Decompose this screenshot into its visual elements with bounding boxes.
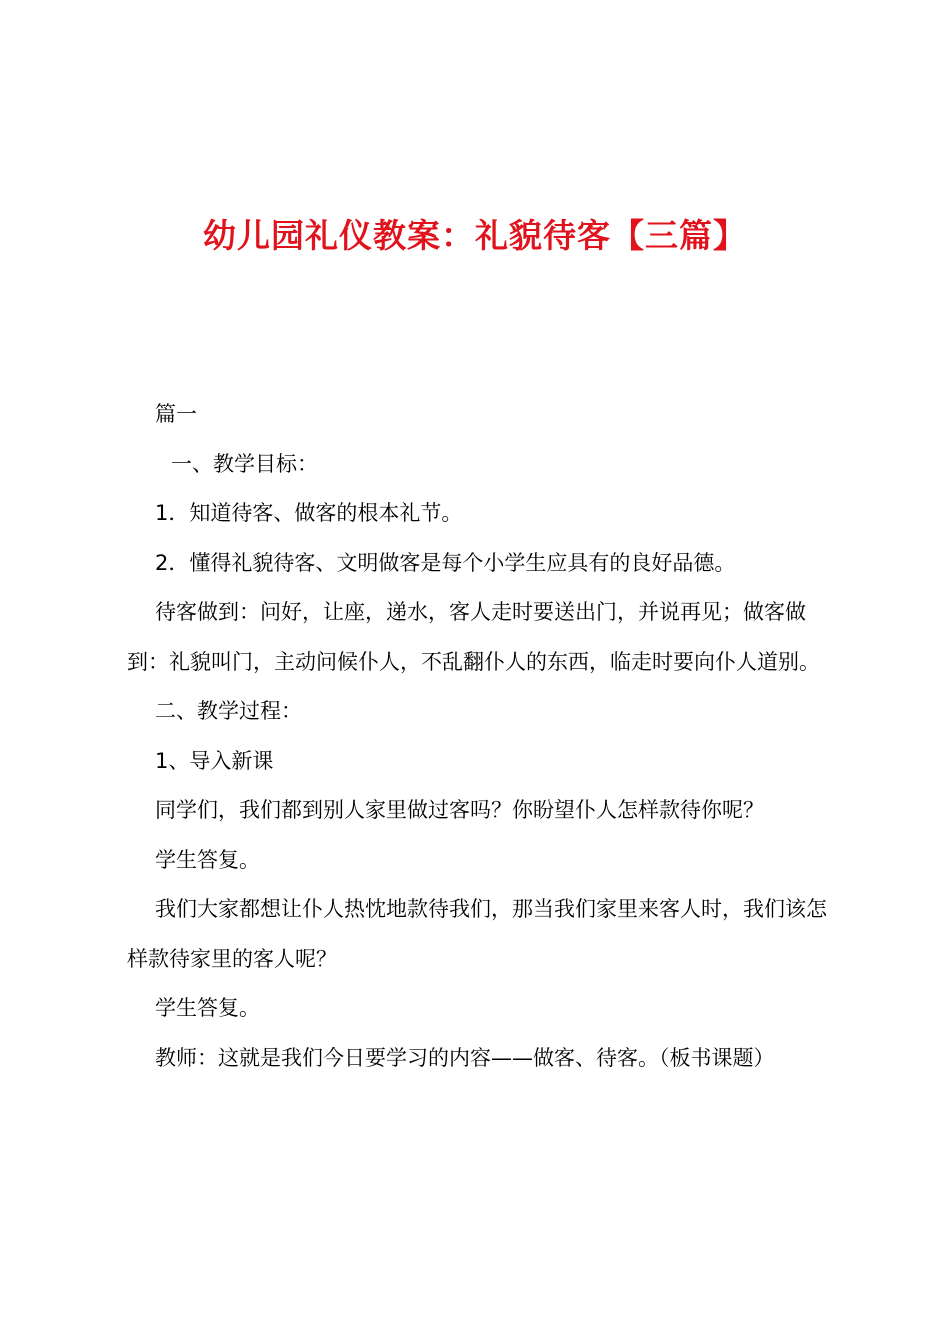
section-heading-part-one: 篇一 <box>155 402 197 426</box>
heading-teaching-goals: 一、教学目标： <box>171 451 318 476</box>
process-step-1: 1、导入新课 <box>155 748 274 773</box>
document-body <box>127 390 837 1083</box>
goal-item-2: 2．懂得礼貌待客、文明做客是每个小学生应具有的良好品德。 <box>155 550 736 575</box>
paragraph-question-1: 同学们，我们都到别人家里做过客吗？你盼望仆人怎样款待你呢？ <box>155 798 764 822</box>
heading-teaching-process: 二、教学过程： <box>155 699 302 723</box>
document-title: 幼儿园礼仪教案：礼貌待客【三篇】 <box>203 216 747 255</box>
paragraph-teacher-intro: 教师：这就是我们今日要学习的内容——做客、待客。（板书课题） <box>155 1045 775 1070</box>
paragraph-student-answer-2: 学生答复。 <box>155 996 260 1020</box>
paragraph-etiquette-requirements: 待客做到：问好，让座，递水，客人走时要送出门，并说再见；做客做到：礼貌叫门，主动问候仆人，不乱翻仆人的东西，临走时要向仆人道别。 <box>127 600 820 674</box>
goal-item-1: 1．知道待客、做客的根本礼节。 <box>155 501 463 525</box>
paragraph-question-2: 我们大家都想让仆人热忱地款待我们，那当我们家里来客人时，我们该怎样款待家里的客人呢？ <box>127 897 827 971</box>
paragraph-student-answer-1: 学生答复。 <box>155 847 260 872</box>
